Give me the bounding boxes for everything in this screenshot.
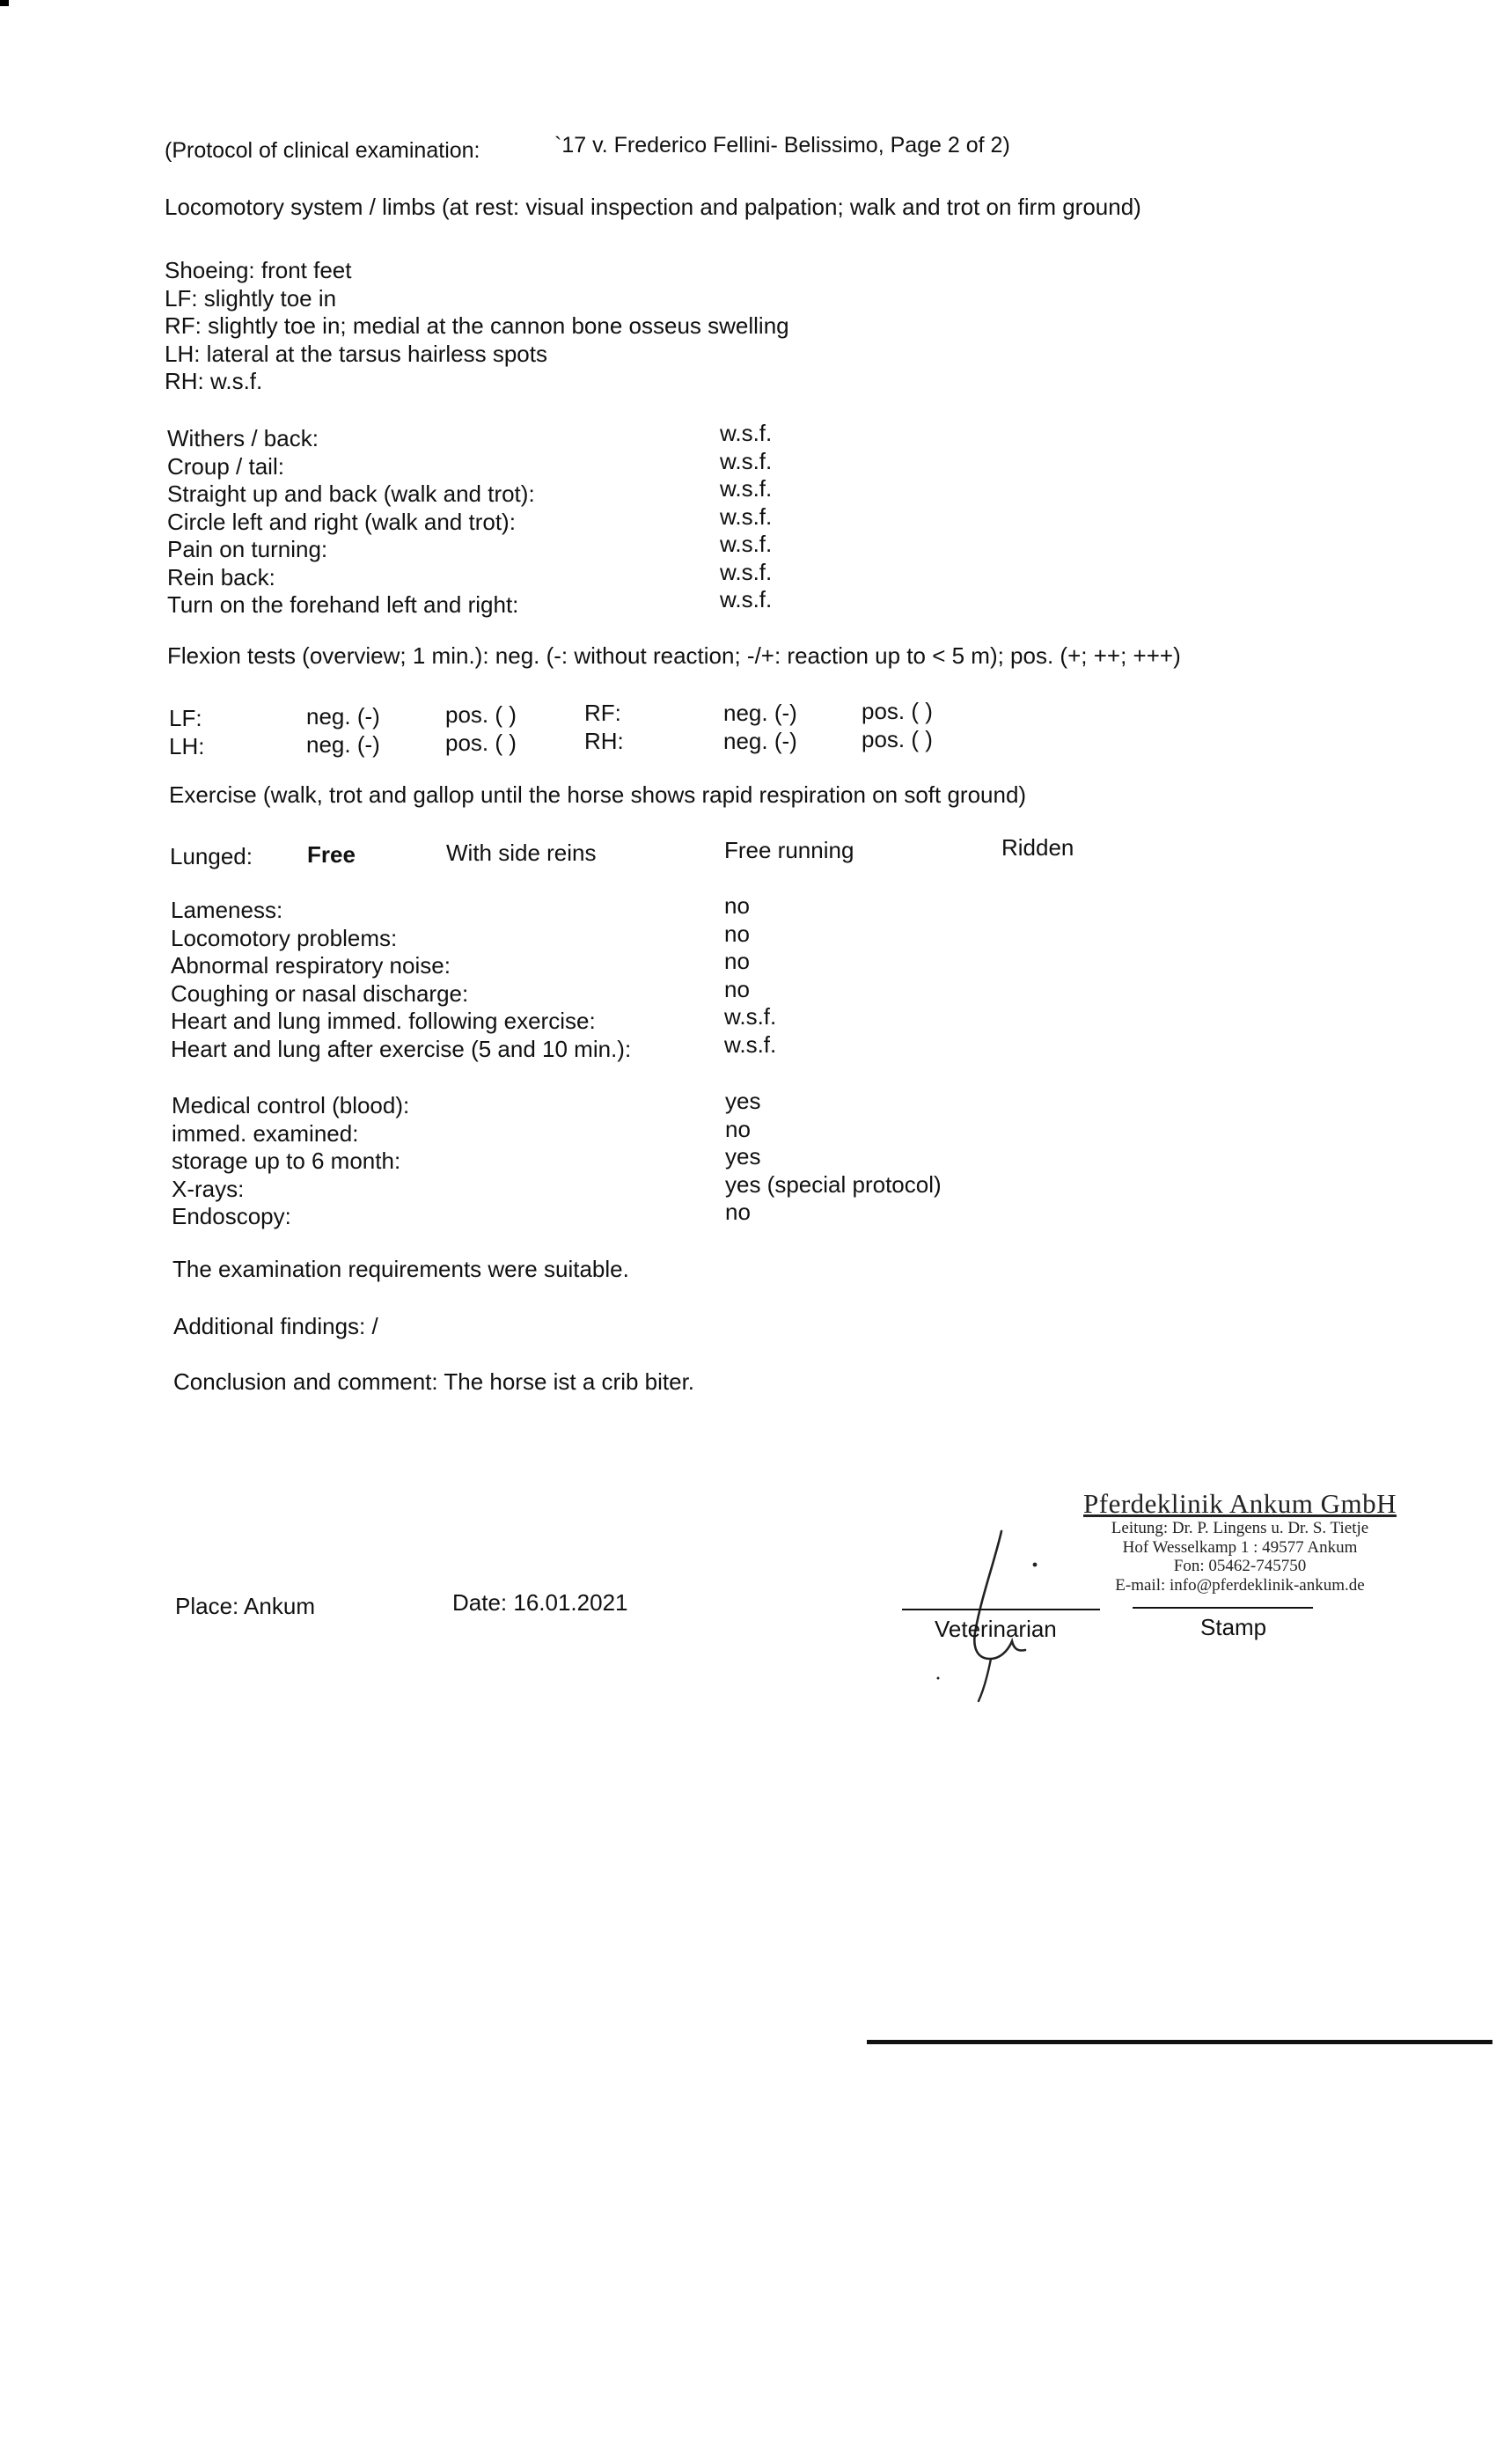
check-label: Circle left and right (walk and trot):	[167, 508, 516, 535]
check-label: Straight up and back (walk and trot):	[167, 480, 535, 507]
exercise-label: Locomotory problems:	[171, 924, 398, 951]
medical-values	[725, 1088, 942, 1227]
medical-value: no	[725, 1115, 751, 1142]
lunged-free: Free	[307, 841, 356, 868]
veterinarian-label: Veterinarian	[935, 1616, 1057, 1642]
check-label: Pain on turning:	[167, 536, 328, 562]
shoeing-block	[165, 257, 789, 396]
check-value: w.s.f.	[720, 447, 773, 474]
lunged-side-reins: With side reins	[446, 840, 597, 866]
exercise-label: Heart and lung after exercise (5 and 10 min.):	[171, 1035, 632, 1062]
medical-label: Endoscopy:	[172, 1203, 291, 1229]
stamp-line: Fon: 05462-745750	[1173, 1557, 1307, 1575]
check-value: w.s.f.	[720, 502, 773, 530]
exercise-value: w.s.f.	[724, 1030, 777, 1058]
medical-label: storage up to 6 month:	[172, 1148, 401, 1174]
requirements-text: The examination requirements were suitable.	[172, 1256, 629, 1282]
check-value: w.s.f.	[720, 475, 773, 502]
flexion-neg: neg. (-)	[723, 728, 797, 754]
flexion-neg: neg. (-)	[306, 703, 380, 730]
flexion-leg-label: RF:	[584, 700, 621, 726]
locomotory-heading: Locomotory system / limbs (at rest: visual inspection and palpation; walk and trot on firm ground)	[165, 194, 1141, 220]
shoeing-line: RH: w.s.f.	[165, 368, 263, 394]
check-label: Turn on the forehand left and right:	[167, 591, 519, 618]
exercise-check-labels	[171, 897, 631, 1063]
locomotory-check-values	[720, 420, 772, 614]
shoeing-line: LF: slightly toe in	[165, 284, 337, 312]
exercise-value: no	[724, 948, 750, 974]
shoeing-line: LH: lateral at the tarsus hairless spots	[165, 340, 547, 367]
exercise-value: no	[724, 920, 750, 947]
veterinarian-signature	[906, 1527, 1065, 1703]
stamp-line: E-mail: info@pferdeklinik-ankum.de	[1115, 1575, 1365, 1595]
check-value: w.s.f.	[720, 531, 773, 557]
check-label: Withers / back:	[167, 425, 319, 451]
shoeing-line: RF: slightly toe in; medial at the cannon bone osseus swelling	[165, 312, 789, 339]
additional-findings: Additional findings: /	[173, 1313, 378, 1339]
check-label: Croup / tail:	[167, 452, 284, 480]
exercise-heading: Exercise (walk, trot and gallop until the horse shows rapid respiration on soft ground)	[169, 781, 1027, 808]
exercise-label: Coughing or nasal discharge:	[171, 979, 469, 1007]
exercise-label: Abnormal respiratory noise:	[171, 952, 451, 979]
medical-label: Medical control (blood):	[172, 1092, 410, 1118]
stamp-line: Leitung: Dr. P. Lingens u. Dr. S. Tietje	[1111, 1519, 1369, 1537]
flexion-pos: pos. ( )	[445, 701, 517, 728]
flexion-pos: pos. ( )	[862, 698, 933, 724]
medical-value: yes	[725, 1143, 761, 1170]
flexion-pos: pos. ( )	[862, 726, 933, 752]
exercise-label: Heart and lung immed. following exercise:	[171, 1008, 596, 1034]
protocol-label: (Protocol of clinical examination:	[165, 138, 480, 163]
medical-labels	[172, 1092, 409, 1231]
check-label: Rein back:	[167, 563, 275, 590]
medical-label: X-rays:	[172, 1175, 245, 1202]
flexion-leg-label: LH:	[169, 733, 205, 759]
stamp-clinic-name: Pferdeklinik Ankum GmbH	[1083, 1488, 1397, 1519]
place-text: Place: Ankum	[175, 1593, 315, 1619]
shoeing-line: Shoeing: front feet	[165, 257, 352, 283]
stamp-line: Hof Wesselkamp 1 : 49577 Ankum	[1122, 1537, 1358, 1557]
page-bottom-rule	[867, 2040, 1492, 2044]
stamp-label: Stamp	[1200, 1614, 1267, 1640]
flexion-heading: Flexion tests (overview; 1 min.): neg. (-: without reaction; -/+: reaction up to < 5 m); pos. (+; ++; +++)	[167, 642, 1181, 669]
stamp-signature-line	[1133, 1607, 1313, 1609]
exercise-value: w.s.f.	[724, 1003, 777, 1030]
medical-label: immed. examined:	[172, 1119, 359, 1147]
check-value: w.s.f.	[720, 558, 773, 585]
flexion-pos: pos. ( )	[445, 730, 517, 756]
check-value: w.s.f.	[720, 420, 773, 446]
medical-value: yes (special protocol)	[725, 1170, 942, 1198]
date-text: Date: 16.01.2021	[452, 1589, 628, 1616]
medical-value: yes	[725, 1088, 761, 1114]
free-running: Free running	[724, 837, 854, 863]
clinic-stamp	[1051, 1489, 1429, 1595]
conclusion-text: Conclusion and comment: The horse ist a crib biter.	[173, 1368, 695, 1395]
horse-title: `17 v. Frederico Fellini- Belissimo, Page 2 of 2)	[554, 133, 1010, 158]
scan-corner-mark	[0, 0, 9, 6]
flexion-neg: neg. (-)	[306, 731, 380, 758]
flexion-neg: neg. (-)	[723, 700, 797, 726]
ridden: Ridden	[1001, 834, 1074, 861]
medical-value: no	[725, 1199, 751, 1225]
locomotory-check-labels	[167, 425, 535, 620]
lunged-label: Lunged:	[170, 843, 253, 869]
flexion-leg-label: LF:	[169, 705, 202, 731]
flexion-leg-label: RH:	[584, 728, 624, 754]
exercise-value: no	[724, 892, 750, 919]
exercise-label: Lameness:	[171, 897, 283, 923]
exercise-check-values	[724, 892, 776, 1059]
veterinarian-signature-line	[902, 1609, 1100, 1610]
check-value: w.s.f.	[720, 586, 773, 612]
exercise-value: no	[724, 975, 750, 1002]
